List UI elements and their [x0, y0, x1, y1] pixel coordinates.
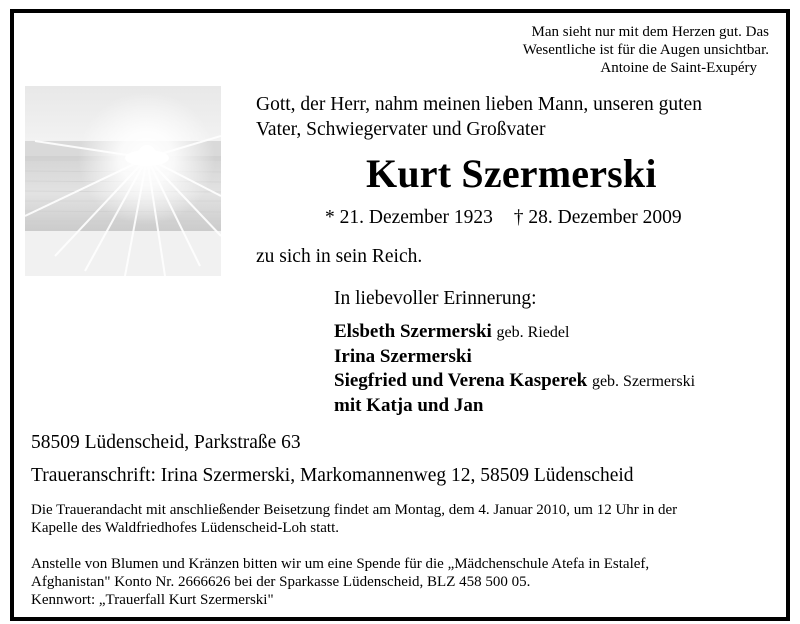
mourning-address: Traueranschrift: Irina Szermerski, Markomannenweg 12, 58509 Lüdenscheid	[31, 465, 634, 486]
family-member-name: mit Katja und Jan	[334, 395, 484, 416]
memory-heading: In liebevoller Erinnerung:	[334, 288, 537, 309]
death-date: † 28. Dezember 2009	[513, 207, 682, 228]
life-dates	[325, 207, 682, 229]
home-address: 58509 Lüdenscheid, Parkstraße 63	[31, 432, 301, 453]
sunset-sea-image	[25, 86, 221, 276]
service-line-1: Die Trauerandacht mit anschließender Beisetzung findet am Montag, dem 4. Januar 2010, um 12 Uhr in der	[31, 502, 678, 518]
closing-line: zu sich in sein Reich.	[256, 246, 423, 267]
family-member-note: geb. Riedel	[496, 324, 570, 341]
donation-line-2: Afghanistan" Konto Nr. 2666626 bei der Sparkasse Lüdenscheid, BLZ 458 500 05.	[31, 574, 531, 590]
service-paragraph	[31, 501, 677, 537]
donation-paragraph	[31, 555, 649, 609]
quote-author: Antoine de Saint-Exupéry	[600, 60, 757, 76]
family-member	[334, 320, 695, 345]
birth-date: * 21. Dezember 1923	[325, 207, 493, 228]
donation-line-1: Anstelle von Blumen und Kränzen bitten wir um eine Spende für die „Mädchenschule Atefa in Estalef,	[31, 556, 650, 572]
quote-line-1: Man sieht nur mit dem Herzen gut. Das	[531, 24, 769, 40]
family-member	[334, 369, 695, 394]
family-member	[334, 345, 695, 369]
family-member-name: Siegfried und Verena Kasperek	[334, 370, 588, 391]
quote-block	[486, 23, 769, 77]
family-member	[334, 394, 695, 418]
family-member-name: Irina Szermerski	[334, 346, 472, 367]
intro-text	[256, 92, 702, 142]
family-member-name: Elsbeth Szermerski	[334, 321, 492, 342]
intro-line-1: Gott, der Herr, nahm meinen lieben Mann, unseren guten	[256, 94, 702, 115]
quote-line-2: Wesentliche ist für die Augen unsichtbar.	[522, 42, 769, 58]
donation-line-3: Kennwort: „Trauerfall Kurt Szermerski"	[31, 592, 274, 608]
family-member-note: geb. Szermerski	[591, 373, 696, 390]
intro-line-2: Vater, Schwiegervater und Großvater	[256, 119, 546, 140]
family-list	[334, 320, 695, 418]
service-line-2: Kapelle des Waldfriedhofes Lüdenscheid-Loh statt.	[31, 520, 339, 536]
deceased-name: Kurt Szermerski	[366, 151, 657, 196]
